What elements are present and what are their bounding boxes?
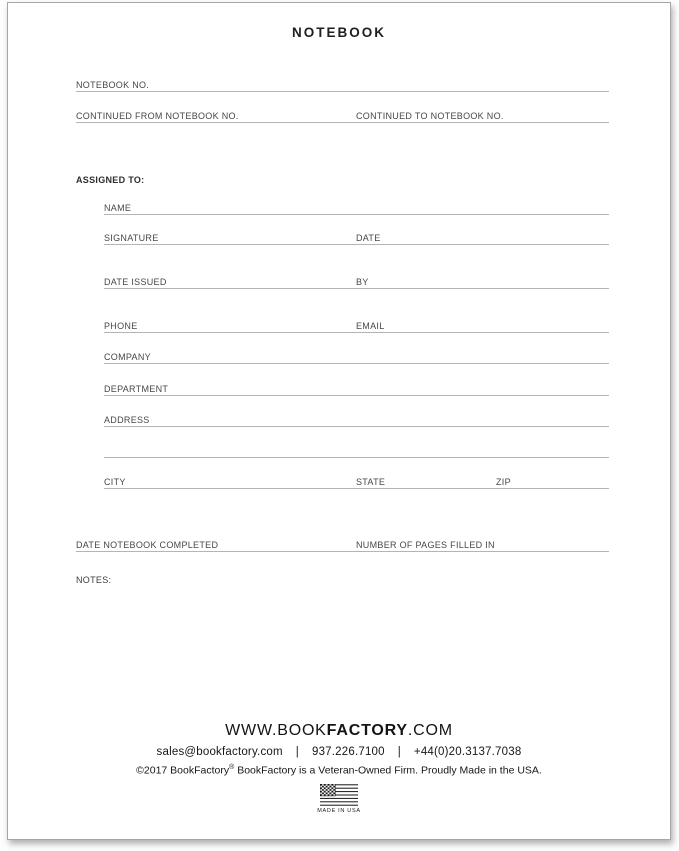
field-label-continued-from: CONTINUED FROM NOTEBOOK NO.: [76, 111, 239, 121]
section-heading-assigned-to: ASSIGNED TO:: [76, 175, 145, 185]
field-label-phone: PHONE: [104, 321, 138, 331]
field-address: [104, 411, 609, 427]
field-label-company: COMPANY: [104, 352, 151, 362]
field-label-date-completed: DATE NOTEBOOK COMPLETED: [76, 540, 219, 550]
footer-email: sales@bookfactory.com: [156, 746, 283, 758]
field-label-state: STATE: [356, 477, 386, 487]
footer-separator: |: [295, 746, 299, 758]
field-label-email: EMAIL: [356, 321, 385, 331]
field-label-date-issued: DATE ISSUED: [104, 277, 167, 287]
field-label-signature: SIGNATURE: [104, 233, 159, 243]
page-title: NOTEBOOK: [291, 25, 386, 40]
website-bold-part: FACTORY: [326, 722, 408, 739]
field-label-zip: ZIP: [496, 477, 511, 487]
field-company: [104, 348, 609, 364]
footer-separator: |: [397, 746, 401, 758]
footer-website-url: [8, 722, 670, 740]
field-signature-date-row: [104, 229, 609, 245]
field-date-issued-by-row: [104, 273, 609, 289]
website-prefix: WWW.BOOK: [225, 722, 327, 739]
copyright-suffix: BookFactory is a Veteran-Owned Firm. Proudly Made in the USA.: [234, 764, 542, 777]
field-label-notes: NOTES:: [76, 575, 112, 585]
field-label-name: NAME: [104, 203, 132, 213]
copyright-prefix: ©2017 BookFactory: [136, 764, 230, 777]
footer-phone-us: 937.226.7100: [311, 746, 385, 758]
field-continued-row: [76, 107, 609, 123]
footer-phone-intl: +44(0)20.3137.7038: [413, 746, 522, 758]
field-name: [104, 199, 609, 215]
usa-flag-icon: [320, 784, 358, 806]
field-label-continued-to: CONTINUED TO NOTEBOOK NO.: [356, 111, 504, 121]
field-department: [104, 380, 609, 396]
footer-copyright-line: [8, 764, 670, 777]
field-completed-pages-row: [76, 536, 609, 552]
notebook-page: [7, 2, 671, 840]
field-label-notebook-no: NOTEBOOK NO.: [76, 80, 150, 90]
field-label-department: DEPARTMENT: [104, 384, 169, 394]
registered-trademark-symbol: ®: [229, 764, 235, 771]
made-in-usa-caption: MADE IN USA: [317, 808, 361, 814]
field-label-city: CITY: [104, 477, 126, 487]
field-label-by: BY: [356, 277, 369, 287]
field-city-state-zip-row: [104, 473, 609, 489]
field-label-address: ADDRESS: [104, 415, 150, 425]
website-suffix: .COM: [407, 722, 453, 739]
footer-contact-line: [8, 746, 670, 758]
field-phone-email-row: [104, 317, 609, 333]
field-label-date: DATE: [356, 233, 381, 243]
field-notebook-no: [76, 76, 609, 92]
made-in-usa-mark: [8, 784, 670, 814]
field-address-line2: [104, 442, 609, 458]
field-label-pages-filled: NUMBER OF PAGES FILLED IN: [356, 540, 495, 550]
